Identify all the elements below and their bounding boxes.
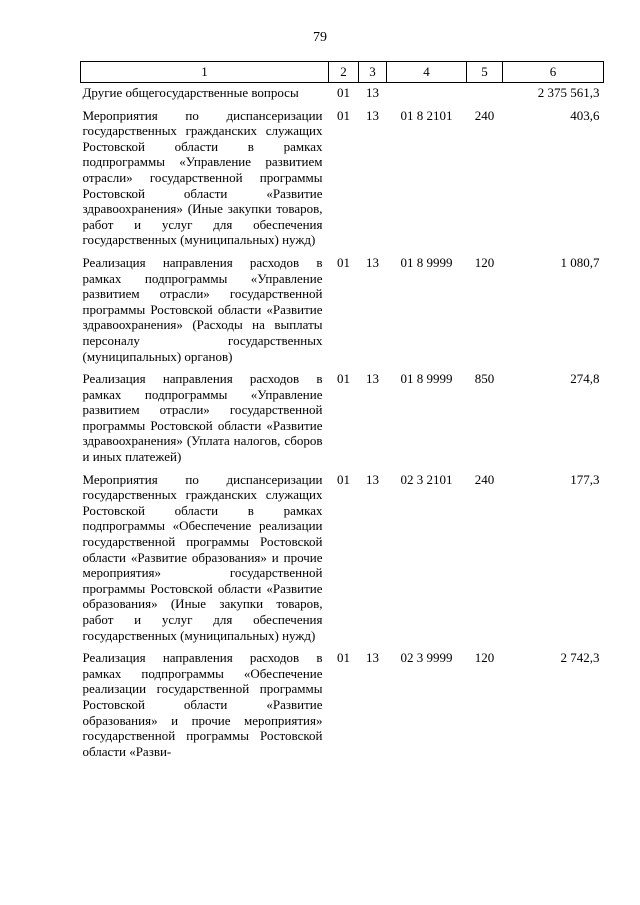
header-row — [81, 62, 604, 83]
table-row — [81, 369, 604, 470]
header-cell-4: 4 — [387, 62, 467, 83]
row-section: 01 — [337, 254, 350, 270]
table-row — [81, 253, 604, 369]
row-type: 850 — [474, 371, 495, 387]
row-target: 02 3 2101 — [400, 471, 453, 487]
row-subsection: 13 — [366, 471, 379, 487]
header-cell-2: 2 — [329, 62, 359, 83]
table-row — [81, 648, 604, 764]
row-section: 01 — [337, 650, 350, 666]
budget-table — [80, 61, 604, 764]
row-subsection: 13 — [366, 85, 379, 100]
table-row — [81, 83, 604, 106]
header-cell-1: 1 — [81, 62, 329, 83]
header-cell-3: 3 — [359, 62, 387, 83]
header-cell-5: 5 — [467, 62, 503, 83]
row-subsection: 13 — [366, 650, 379, 666]
row-description: Мероприятия по диспансеризации государственных гражданских служащих Ростовской области в рамках подпрограммы «Обеспечение реализации государственной программы Ростовской области «Развитие образования» и прочие мероприятия» государственной программы Ростовской области «Развитие образования» (Иные закупки товаров, работ и услуг для обеспечения государственных (муниципальных) нужд) — [82, 471, 323, 643]
row-amount: 1 080,7 — [560, 254, 600, 270]
row-target — [387, 83, 467, 106]
row-subsection: 13 — [366, 371, 379, 387]
row-type: 240 — [474, 107, 495, 123]
row-target: 01 8 9999 — [400, 254, 453, 270]
row-subsection: 13 — [366, 254, 379, 270]
row-description: Другие общегосударственные вопросы — [82, 85, 299, 100]
row-section: 01 — [337, 371, 350, 387]
row-description: Реализация направления расходов в рамках подпрограммы «Управление развитием отрасли» государственной программы Ростовской области «Развитие здравоохранения» (Уплата налогов, сборов и иных платежей) — [82, 371, 323, 465]
page-number: 79 — [313, 30, 327, 45]
row-description: Реализация направления расходов в рамках подпрограммы «Управление развитием отрасли» государственной программы Ростовской области «Развитие здравоохранения» (Расходы на выплаты персоналу государственных (муниципальных) органов) — [82, 254, 323, 364]
row-section: 01 — [337, 85, 350, 100]
row-amount: 403,6 — [570, 107, 600, 123]
row-description: Реализация направления расходов в рамках подпрограммы «Обеспечение реализации государственной программы Ростовской области «Развитие образования» и прочие мероприятия» государственной программы Ростовской области «Разви- — [82, 650, 323, 759]
row-type: 240 — [474, 471, 495, 487]
row-type — [467, 83, 503, 106]
table-row — [81, 106, 604, 253]
row-target: 01 8 2101 — [400, 107, 453, 123]
row-amount: 2 375 561,3 — [537, 85, 600, 100]
header-cell-6: 6 — [503, 62, 604, 83]
row-section: 01 — [337, 107, 350, 123]
row-type: 120 — [474, 254, 495, 270]
row-amount: 274,8 — [570, 371, 600, 387]
row-section: 01 — [337, 471, 350, 487]
row-subsection: 13 — [366, 107, 379, 123]
row-amount: 177,3 — [570, 471, 600, 487]
row-amount: 2 742,3 — [560, 650, 600, 666]
row-target: 02 3 9999 — [400, 650, 453, 666]
row-target: 01 8 9999 — [400, 371, 453, 387]
row-description: Мероприятия по диспансеризации государственных гражданских служащих Ростовской области в рамках подпрограммы «Управление развитием отрасли» государственной программы Ростовской области «Развитие здравоохранения» (Иные закупки товаров, работ и услуг для обеспечения государственных (муниципальных) нужд) — [82, 107, 323, 248]
row-type: 120 — [474, 650, 495, 666]
table-row — [81, 470, 604, 649]
